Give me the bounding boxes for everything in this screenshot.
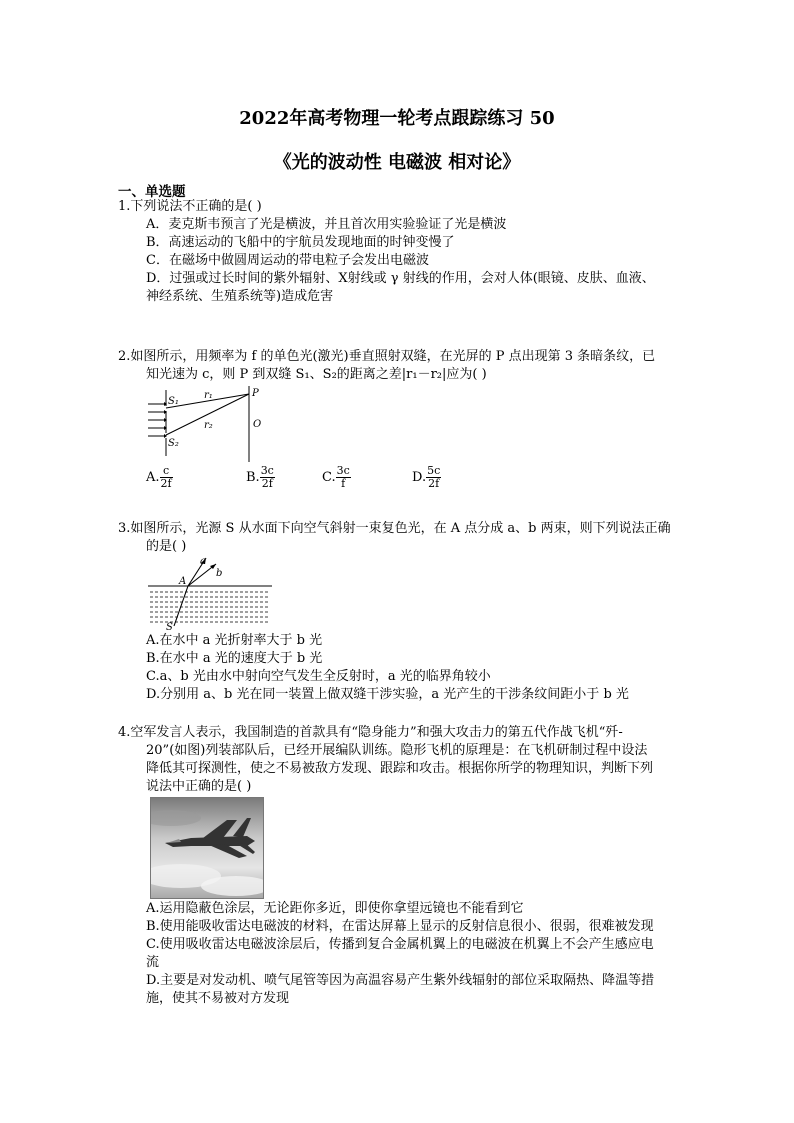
- q2-option-d: D. $\frac{5c}{2f}$: [412, 464, 441, 490]
- ray-b-label: b: [216, 568, 223, 579]
- path-r1-label: r₁: [204, 390, 213, 401]
- fraction: $\frac{5c}{2f}$: [427, 464, 441, 490]
- q1-option-d: D．过强或过长时间的紫外辐射、X射线或 γ 射线的作用，会对人体(眼镜、皮肤、血液、: [146, 271, 655, 286]
- double-slit-diagram: [146, 384, 276, 464]
- fraction: $\frac{3c}{f}$: [336, 464, 350, 490]
- q3-option-c: C.a、b 光由水中射向空气发生全反射时，a 光的临界角较小: [146, 669, 491, 684]
- q3-stem: 3.如图所示，光源 S 从水面下向空气斜射一束复色光，在 A 点分成 a、b 两束，则下列说法正确: [118, 521, 671, 536]
- q4-option-c-cont: 流: [146, 955, 160, 970]
- q1-option-a: A．麦克斯韦预言了光是横波，并且首次用实验验证了光是横波: [146, 217, 507, 232]
- ray-a-label: a: [200, 556, 206, 567]
- q3-option-b: B.在水中 a 光的速度大于 b 光: [146, 651, 323, 666]
- q3-option-d: D.分别用 a、b 光在同一装置上做双缝干涉实验，a 光产生的干涉条纹间距小于 b 光: [146, 687, 629, 702]
- point-p-label: P: [252, 388, 259, 399]
- q4-stem: 4.空军发言人表示，我国制造的首款具有“隐身能力”和强大攻击力的第五代作战飞机“歼-: [118, 725, 623, 740]
- q2-stem: 2.如图所示，用频率为 f 的单色光(激光)垂直照射双缝，在光屏的 P 点出现第 3 条暗条纹，已: [118, 349, 656, 364]
- q4-option-d: D.主要是对发动机、喷气尾管等因为高温容易产生紫外线辐射的部位采取隔热、降温等措: [146, 973, 655, 988]
- slit-s2-label: S₂: [168, 438, 179, 449]
- source-s-label: S: [166, 622, 173, 632]
- q4-stem-cont3: 说法中正确的是( ): [146, 779, 252, 794]
- fraction: $\frac{3c}{2f}$: [260, 464, 274, 490]
- q1-option-c: C．在磁场中做圆周运动的带电粒子会发出电磁波: [146, 253, 429, 268]
- document-subtitle: 《光的波动性 电磁波 相对论》: [273, 152, 521, 173]
- fighter-jet-photo: [150, 797, 264, 899]
- q3-option-a: A.在水中 a 光折射率大于 b 光: [146, 633, 323, 648]
- q4-option-a: A.运用隐蔽色涂层，无论距你多近，即使你拿望远镜也不能看到它: [146, 901, 524, 916]
- q4-option-c: C.使用吸收雷达电磁波涂层后，传播到复合金属机翼上的电磁波在机翼上不会产生感应电: [146, 937, 654, 952]
- point-o-label: O: [253, 419, 262, 430]
- q1-option-d-cont: 神经系统、生殖系统等)造成危害: [146, 289, 334, 304]
- section-heading: 一、单选题: [118, 184, 186, 200]
- path-r2-label: r₂: [204, 420, 213, 431]
- q4-option-d-cont: 施，使其不易被对方发现: [146, 991, 290, 1006]
- slit-s1-label: S₁: [168, 396, 179, 407]
- q3-stem-cont: 的是( ): [146, 539, 187, 554]
- jet-silhouette: [151, 798, 263, 898]
- q4-stem-cont1: 20”(如图)列装部队后，已经开展编队训练。隐形飞机的原理是：在飞机研制过程中设法: [146, 743, 648, 758]
- q2-option-a: A. $\frac{c}{2f}$: [146, 464, 172, 490]
- fraction: $\frac{c}{2f}$: [160, 464, 172, 490]
- refraction-diagram: [146, 554, 276, 632]
- q1-stem: 1.下列说法不正确的是( ): [118, 199, 262, 214]
- document-title: 2022年高考物理一轮考点跟踪练习 50: [239, 108, 555, 129]
- q2-stem-cont: 知光速为 c，则 P 到双缝 S₁、S₂的距离之差|r₁－r₂|应为( ): [146, 367, 487, 382]
- q4-stem-cont2: 降低其可探测性，使之不易被敌方发现、跟踪和攻击。根据你所学的物理知识，判断下列: [146, 761, 654, 776]
- q1-option-b: B．高速运动的飞船中的宇航员发现地面的时钟变慢了: [146, 235, 455, 250]
- q2-option-b: B. $\frac{3c}{2f}$: [246, 464, 274, 490]
- q2-option-c: C. $\frac{3c}{f}$: [322, 464, 350, 490]
- point-a-label: A: [179, 576, 187, 587]
- q4-option-b: B.使用能吸收雷达电磁波的材料，在雷达屏幕上显示的反射信息很小、很弱，很难被发现: [146, 919, 654, 934]
